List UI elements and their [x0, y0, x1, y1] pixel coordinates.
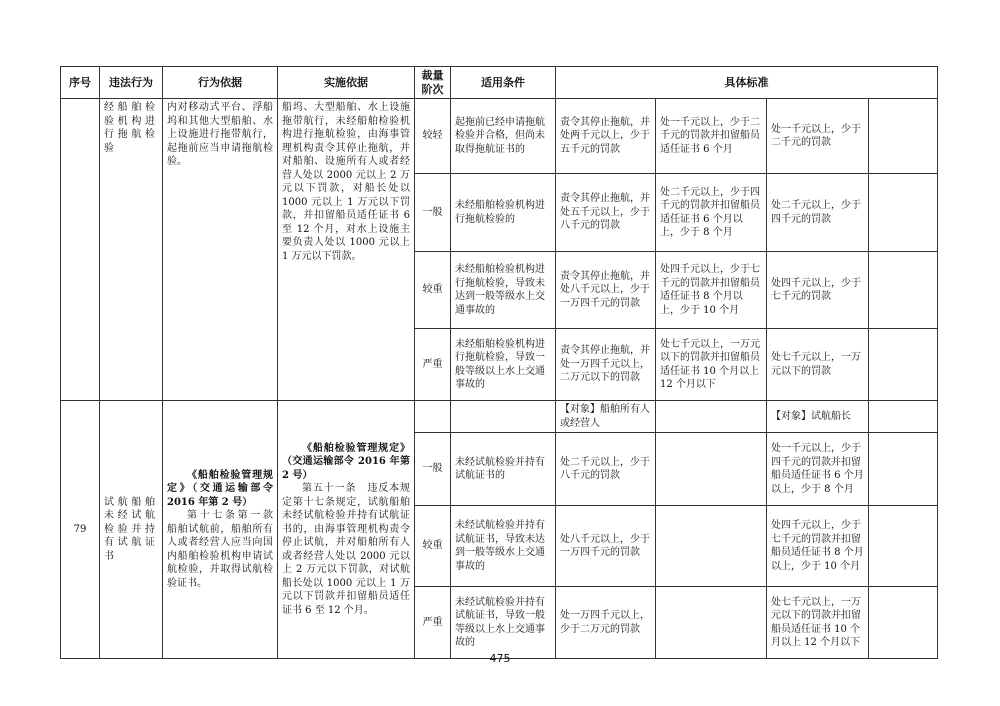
empty-cell	[869, 587, 938, 659]
standard-captain-cell: 处四千元以上，少于七千元的罚款并扣留船员适任证书 8 个月以上，少于 10 个月	[656, 252, 767, 329]
level-cell: 一般	[415, 433, 451, 506]
empty-cell	[656, 401, 767, 433]
implementation-cell: 船坞、大型船舶、水上设施拖带航行，未经船舶检验机构进行拖航检验，由海事管理机构责令其停止拖航，并对船舶、设施所有人或者经营人处以 2000 元以上 2 万元以下罚款，对船长处以 1000 元以上 1 万元以下罚款，并扣留船员适任证书 6 至 12 个月，对水上设施主要负责人处以 1000 元以上 1 万元以下罚款。	[278, 99, 415, 401]
condition-cell: 未经试航检验并持有试航证书，导致一般等级以上水上交通事故的	[451, 587, 556, 659]
standard-owner-cell: 责令其停止拖航，并处八千元以上，少于一万四千元的罚款	[556, 252, 656, 329]
empty-cell	[656, 433, 767, 506]
standard-owner-cell: 责令其停止拖航，并处五千元以上，少于八千元的罚款	[556, 174, 656, 252]
empty-cell	[656, 506, 767, 587]
empty-cell	[869, 252, 938, 329]
condition-cell: 起拖前已经申请拖航检验并合格，但尚未取得拖航证书的	[451, 99, 556, 174]
header-standard: 具体标准	[556, 67, 938, 99]
empty-cell	[869, 174, 938, 252]
level-cell: 严重	[415, 329, 451, 401]
empty-cell	[869, 401, 938, 433]
level-cell: 严重	[415, 587, 451, 659]
empty-cell	[656, 587, 767, 659]
standard-captain-cell: 处七千元以上，一万元以下的罚款并扣留船员适任证书 10 个月以上 12 个月以下	[656, 329, 767, 401]
empty-cell	[869, 99, 938, 174]
condition-cell: 未经船舶检验机构进行拖航检验，导致一般等级以上水上交通事故的	[451, 329, 556, 401]
level-cell: 一般	[415, 174, 451, 252]
basis-body: 第十七条第一款 船舶试航前，船舶所有人或者经营人应当向国内船舶检验机构申请试航检验，并取得试航检验证书。	[167, 510, 283, 589]
empty-cell	[415, 401, 451, 433]
basis-cell	[163, 401, 283, 659]
standard-owner-cell: 处二千元以上，少于八千元的罚款	[556, 433, 656, 506]
header-implementation: 实施依据	[278, 67, 415, 99]
basis-cell: 内对移动式平台、浮船坞和其他大型船舶、水上设施进行拖带航行，起拖前应当申请拖航检验。	[163, 99, 278, 401]
standard-captain-cell: 处一千元以上，少于二千元的罚款并扣留船员适任证书 6 个月	[656, 99, 767, 174]
implementation-title: 《船舶检验管理规定》（交通运输部令 2016 年第 2 号）	[282, 442, 410, 481]
condition-cell: 未经船舶检验机构进行拖航检验，导致未达到一般等级水上交通事故的	[451, 252, 556, 329]
cell-no	[61, 99, 100, 401]
violation-cell: 经船舶检验机构进行拖航检验	[100, 99, 163, 401]
standard-facility-cell: 处一千元以上，少于二千元的罚款	[767, 99, 869, 174]
object-owner-cell: 【对象】船舶所有人或经营人	[556, 401, 656, 433]
standard-captain-cell: 处七千元以上，一万元以下的罚款并扣留船员适任证书 10 个月以上 12 个月以下	[767, 587, 869, 659]
header-no: 序号	[61, 67, 100, 99]
standard-captain-cell: 处一千元以上，少于四千元的罚款并扣留船员适任证书 6 个月以上，少于 8 个月	[767, 433, 869, 506]
standard-captain-cell: 处四千元以上，少于七千元的罚款并扣留船员适任证书 8 个月以上，少于 10 个月	[767, 506, 869, 587]
condition-cell: 未经试航检验并持有试航证书的	[451, 433, 556, 506]
empty-cell	[869, 329, 938, 401]
standard-captain-cell: 处二千元以上，少于四千元的罚款并扣留船员适任证书 6 个月以上，少于 8 个月	[656, 174, 767, 252]
implementation-body: 第五十一条 违反本规定第十七条规定，试航船舶未经试航检验并持有试航证书的，由海事管理机构责令停止试航，并对船舶所有人或者经营人处以 2000 元以上 2 万元以下罚款，对试航船长处以 1000 元以上 1 万元以下罚款并扣留船员适任证书 6 至 12 个月。	[282, 483, 410, 616]
level-cell: 较轻	[415, 99, 451, 174]
header-level: 裁量阶次	[415, 67, 451, 99]
level-cell: 较重	[415, 252, 451, 329]
page-number: 475	[489, 652, 511, 665]
violation-cell: 试航船舶未经试航检验并持有试航证书	[100, 401, 163, 659]
empty-cell	[451, 401, 556, 433]
header-row	[61, 67, 938, 99]
standard-owner-cell: 处八千元以上，少于一万四千元的罚款	[556, 506, 656, 587]
empty-cell	[869, 433, 938, 506]
table-row	[61, 401, 938, 433]
condition-cell: 未经船舶检验机构进行拖航检验的	[451, 174, 556, 252]
header-violation: 违法行为	[100, 67, 163, 99]
standard-facility-cell: 处二千元以上，少于四千元的罚款	[767, 174, 869, 252]
penalty-standards-table	[60, 66, 938, 659]
header-basis: 行为依据	[163, 67, 278, 99]
standard-owner-cell: 处一万四千元以上，少于二万元的罚款	[556, 587, 656, 659]
standard-facility-cell: 处四千元以上，少于七千元的罚款	[767, 252, 869, 329]
standard-owner-cell: 责令其停止拖航，并处一万四千元以上，二万元以下的罚款	[556, 329, 656, 401]
table-row	[61, 99, 938, 174]
level-cell: 较重	[415, 506, 451, 587]
condition-cell: 未经试航检验并持有试航证书，导致未达到一般等级水上交通事故的	[451, 506, 556, 587]
standard-owner-cell: 责令其停止拖航，并处两千元以上，少于五千元的罚款	[556, 99, 656, 174]
standard-facility-cell: 处七千元以上，一万元以下的罚款	[767, 329, 869, 401]
item-number: 79	[61, 401, 100, 659]
object-captain-cell: 【对象】试航船长	[767, 401, 869, 433]
header-condition: 适用条件	[451, 67, 556, 99]
basis-title: 《船舶检验管理规定》（交通运输部令 2016 年第 2 号）	[167, 469, 273, 508]
implementation-cell	[278, 401, 415, 659]
empty-cell	[869, 506, 938, 587]
